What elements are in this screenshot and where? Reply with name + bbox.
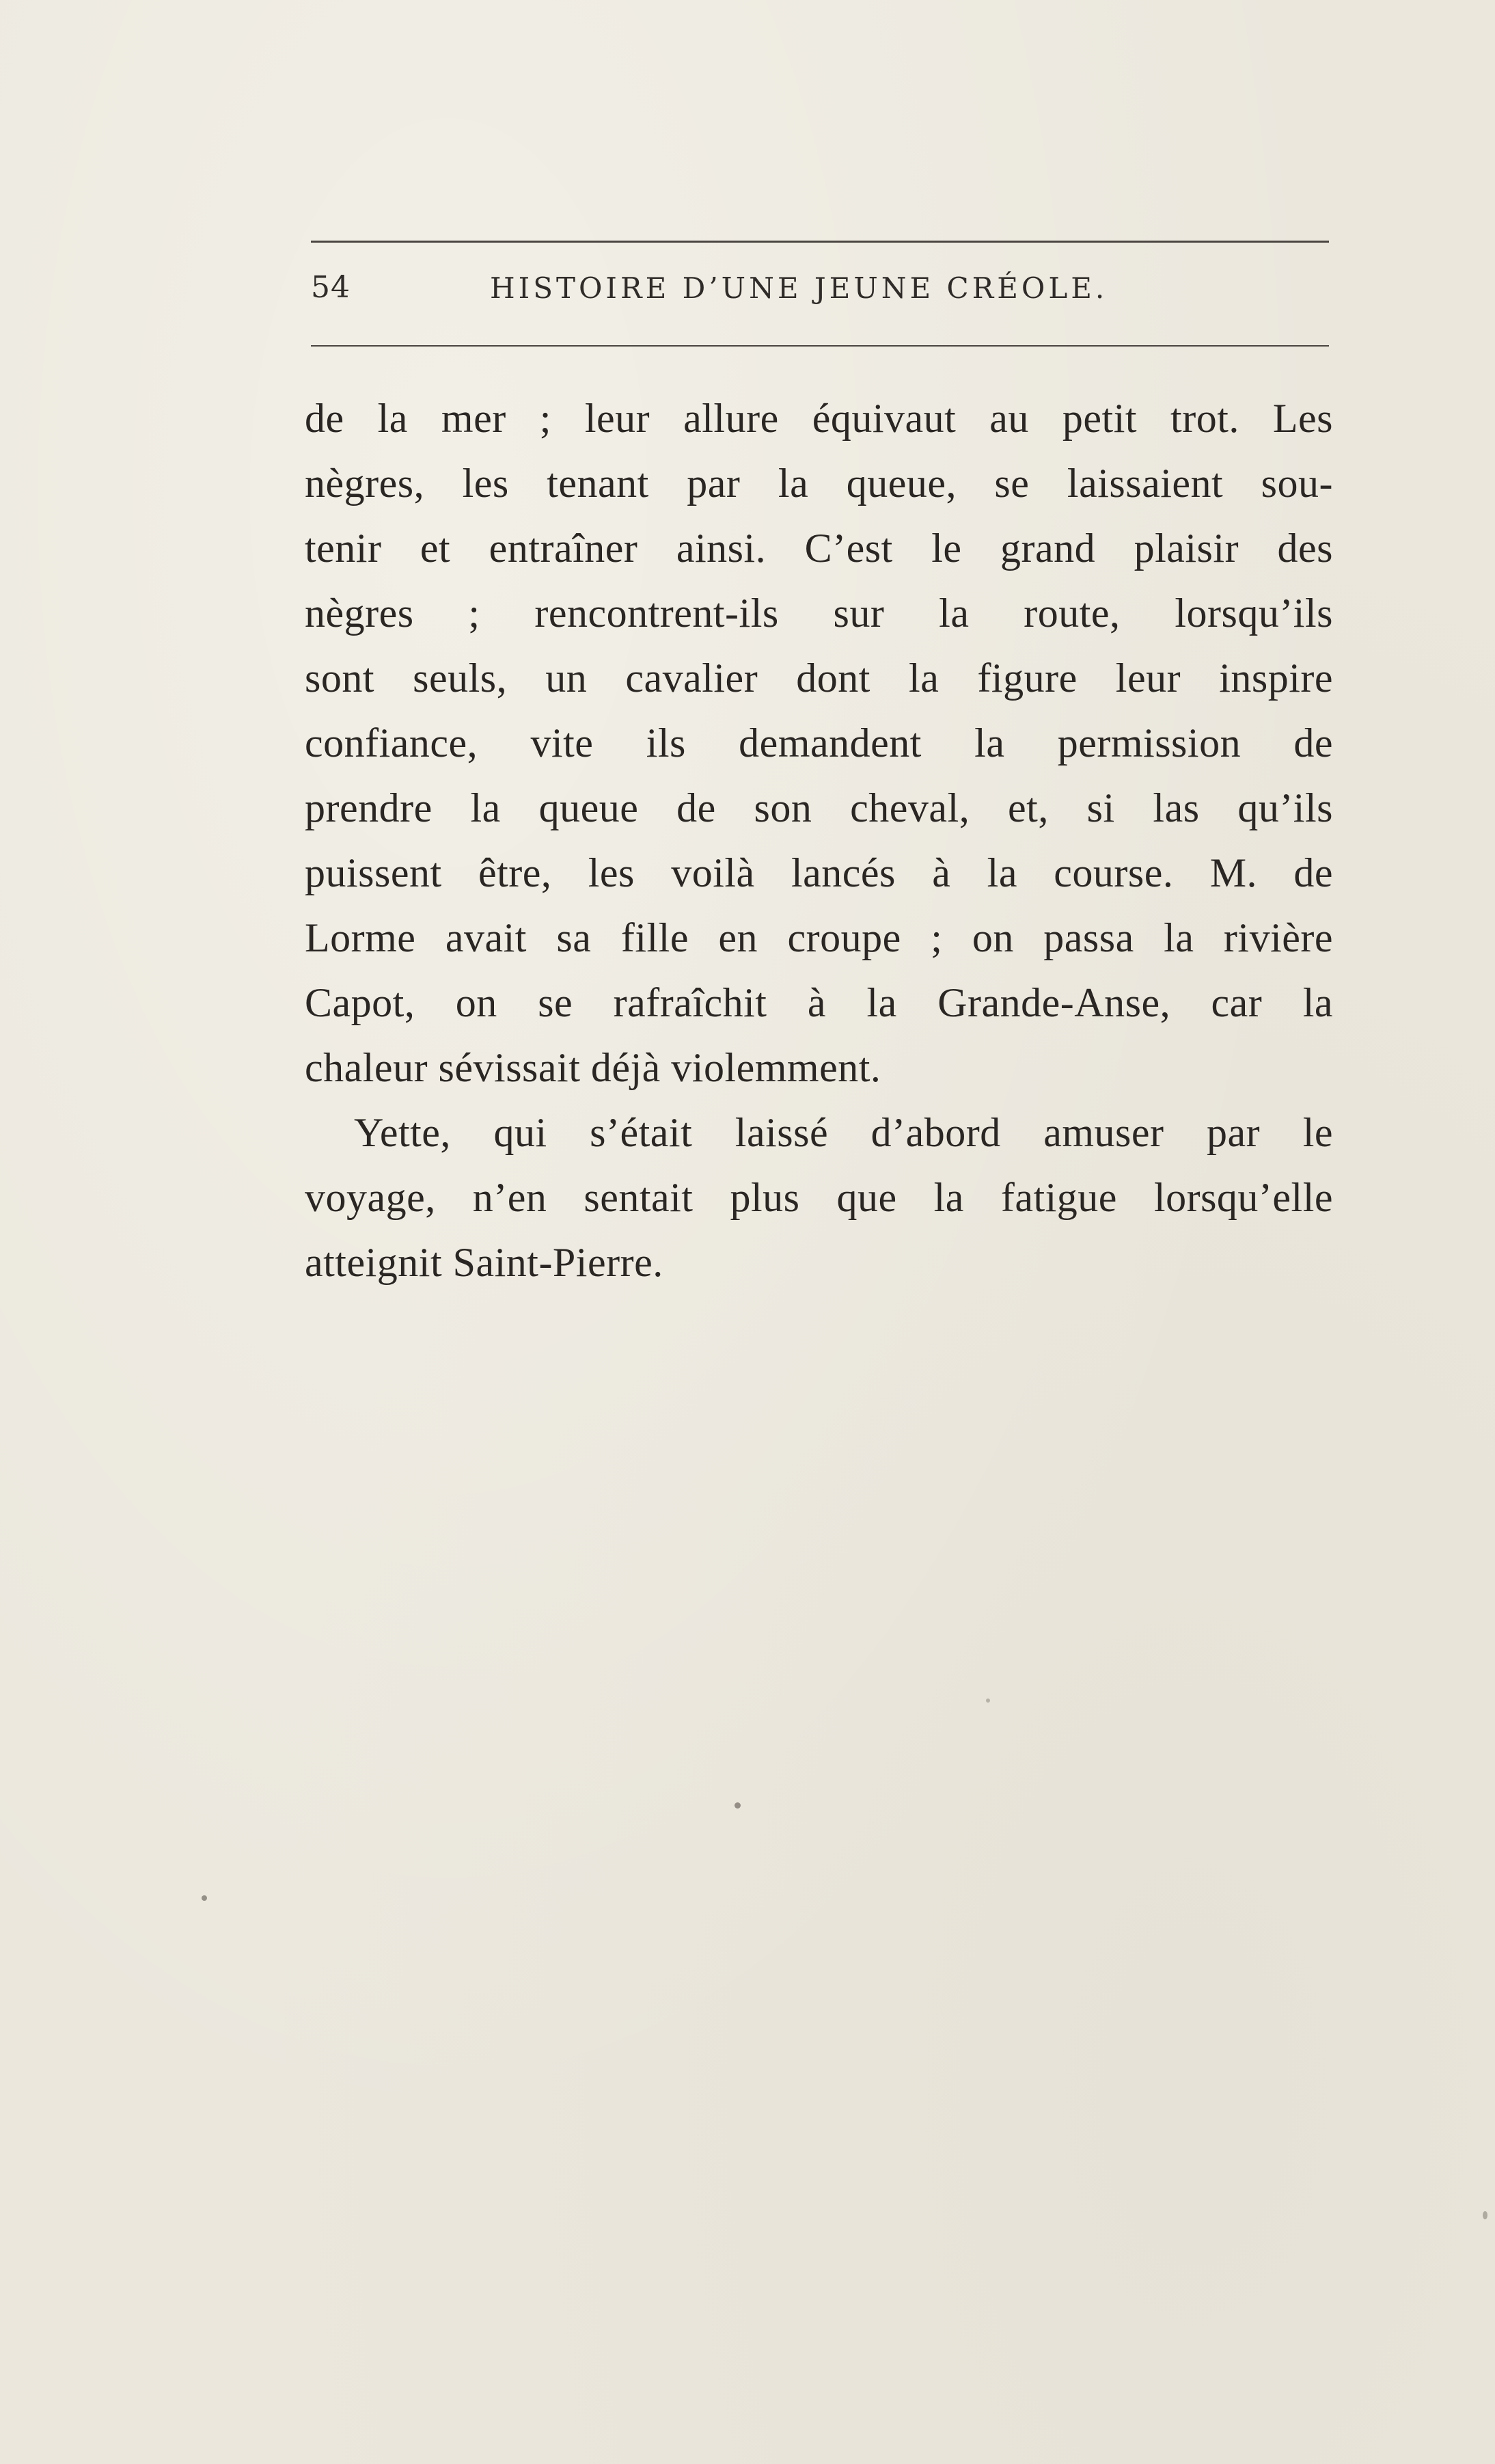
paper-speck (202, 1895, 207, 1901)
paragraph (305, 1100, 1333, 1295)
running-title: HISTOIRE D’UNE JEUNE CRÉOLE. (490, 271, 1108, 305)
paragraph (305, 386, 1333, 1100)
text-line: tenir et entraîner ainsi. C’est le grand plaisir des (305, 526, 1333, 571)
header-bottom-rule (311, 345, 1329, 347)
header-top-rule (311, 241, 1329, 243)
text-line: puissent être, les voilà lancés à la course. M. de (305, 850, 1333, 895)
text-line: Capot, on se rafraîchit à la Grande-Anse, car la (305, 980, 1333, 1025)
paper-speck (1483, 2211, 1487, 2219)
text-line: Lorme avait sa fille en croupe ; on passa la rivière (305, 915, 1333, 960)
text-line: de la mer ; leur allure équivaut au petit trot. Les (305, 396, 1333, 441)
text-line: sont seuls, un cavalier dont la figure leur inspire (305, 655, 1333, 701)
body-text (305, 386, 1333, 1295)
text-line: Yette, qui s’était laissé d’abord amuser par le (354, 1110, 1333, 1155)
page-number: 54 (311, 270, 351, 305)
text-line: atteignit Saint-Pierre. (305, 1240, 663, 1285)
running-head (311, 270, 1329, 318)
text-line: chaleur sévissait déjà violemment. (305, 1045, 881, 1090)
paper-speck (986, 1698, 990, 1703)
text-line: confiance, vite ils demandent la permission de (305, 720, 1333, 766)
text-line: nègres ; rencontrent-ils sur la route, lorsqu’ils (305, 591, 1333, 636)
paper-speck (735, 1802, 741, 1809)
text-line: prendre la queue de son cheval, et, si las qu’ils (305, 785, 1333, 830)
text-line: voyage, n’en sentait plus que la fatigue lorsqu’elle (305, 1175, 1333, 1220)
text-line: nègres, les tenant par la queue, se laissaient sou- (305, 461, 1333, 506)
